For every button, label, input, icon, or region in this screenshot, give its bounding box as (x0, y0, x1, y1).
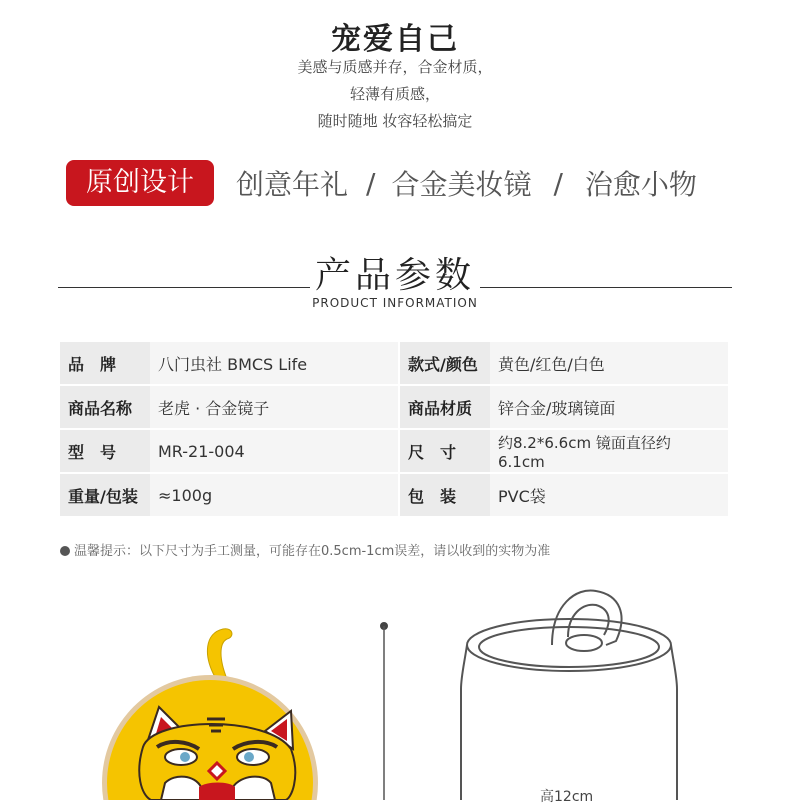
tag-item: 合金美妆镜 (391, 168, 532, 201)
table-row (60, 342, 730, 386)
tag-separator: / (553, 166, 563, 200)
spec-key: 重量/包装 (60, 474, 150, 518)
spec-value: 黄色/红色/白色 (490, 342, 730, 386)
soda-can-icon (461, 590, 677, 800)
spec-key: 尺 寸 (400, 430, 490, 474)
tag-item: 创意年礼 (236, 168, 349, 201)
intro-line-3: 随时随地 妆容轻松搞定 (317, 112, 473, 130)
intro-line-1: 美感与质感并存，合金材质， (297, 58, 493, 76)
spec-value: PVC袋 (490, 474, 730, 518)
tiger-mirror-image (95, 615, 325, 800)
spec-key: 型 号 (60, 430, 150, 474)
spec-key: 品 牌 (60, 342, 150, 386)
spec-value: 老虎 · 合金镜子 (150, 386, 400, 430)
measurement-note: 温馨提示：以下尺寸为手工测量，可能存在0.5cm-1cm误差，请以收到的实物为准 (60, 540, 550, 559)
spec-key: 款式/颜色 (400, 342, 490, 386)
tiger-mirror-icon (102, 629, 318, 800)
table-row (60, 474, 730, 518)
spec-value: 约8.2*6.6cm 镜面直径约 6.1cm (490, 430, 730, 474)
spec-value: ≈100g (150, 474, 400, 518)
tag-original-design: 原创设计 (66, 160, 214, 206)
measure-line (378, 618, 390, 800)
page-title: 宠爱自己 (331, 22, 459, 57)
spec-value: 锌合金/玻璃镜面 (490, 386, 730, 430)
feature-tags (66, 160, 697, 206)
spec-value: MR-21-004 (150, 430, 400, 474)
height-label: 高12cm (540, 789, 594, 805)
tag-item: 治愈小物 (584, 168, 697, 201)
table-row (60, 430, 730, 474)
table-row (60, 386, 730, 430)
intro-line-2: 轻薄有质感， (349, 85, 440, 103)
spec-value: 八门虫社 BMCS Life (150, 342, 400, 386)
spec-key: 包 装 (400, 474, 490, 518)
spec-key: 商品名称 (60, 386, 150, 430)
section-subtitle: PRODUCT INFORMATION (312, 296, 478, 310)
spec-key: 商品材质 (400, 386, 490, 430)
soda-can-image (456, 585, 682, 800)
tag-separator: / (366, 166, 376, 200)
spec-table (60, 342, 730, 518)
section-title: 产品参数 (314, 255, 475, 296)
bullet-dot-icon (60, 546, 70, 556)
